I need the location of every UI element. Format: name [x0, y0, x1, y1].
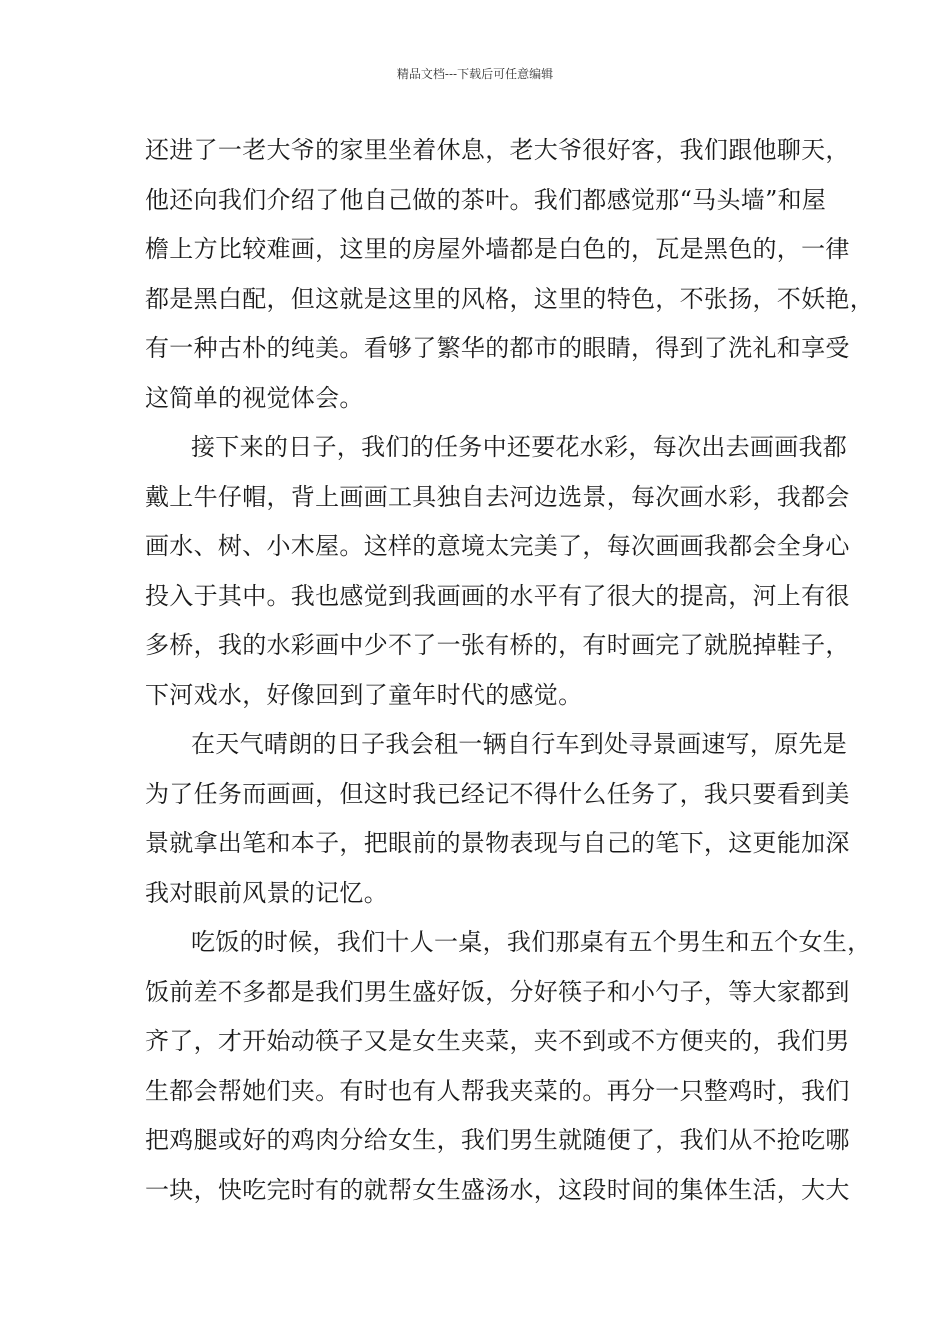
text-line: 画水、树、小木屋。这样的意境太完美了，每次画画我都会全身心 [145, 532, 850, 560]
text-line: 饭前差不多都是我们男生盛好饭，分好筷子和小勺子，等大家都到 [145, 977, 850, 1006]
text-line: 戴上牛仔帽，背上画画工具独自去河边选景，每次画水彩，我都会 [145, 482, 850, 511]
text-line: 这简单的视觉体会。 [145, 383, 364, 412]
text-line: 一块，快吃完时有的就帮女生盛汤水，这段时间的集体生活，大大 [145, 1175, 850, 1204]
text-line: 景就拿出笔和本子，把眼前的景物表现与自己的笔下，这更能加深 [145, 829, 850, 857]
document-body [145, 131, 874, 1220]
text-line: 齐了，才开始动筷子又是女生夹菜，夹不到或不方便夹的，我们男 [145, 1027, 850, 1055]
text-line: 下河戏水，好像回到了童年时代的感觉。 [145, 680, 583, 709]
text-line: 多桥，我的水彩画中少不了一张有桥的，有时画完了就脱掉鞋子， [145, 631, 850, 659]
text-line: 我对眼前风景的记忆。 [145, 878, 388, 907]
text-line: 都是黑白配，但这就是这里的风格，这里的特色，不张扬，不妖艳， [145, 284, 874, 313]
text-line: 有一种古朴的纯美。看够了繁华的都市的眼睛，得到了洗礼和享受 [145, 334, 850, 362]
text-line: 檐上方比较难画，这里的房屋外墙都是白色的，瓦是黑色的，一律 [145, 235, 850, 263]
text-line: 还进了一老大爷的家里坐着休息，老大爷很好客，我们跟他聊天， [145, 136, 850, 164]
text-line: 为了任务而画画，但这时我已经记不得什么任务了，我只要看到美 [145, 779, 850, 808]
text-line: 他还向我们介绍了他自己做的茶叶。我们都感觉那“马头墙”和屋 [145, 185, 827, 214]
page-header: 精品文档---下载后可任意编辑 [396, 67, 554, 81]
text-line: 把鸡腿或好的鸡肉分给女生，我们男生就随便了，我们从不抢吃哪 [145, 1126, 850, 1154]
paragraph-start-line: 接下来的日子，我们的任务中还要花水彩，每次出去画画我都 [191, 433, 848, 461]
paragraph-start-line: 吃饭的时候，我们十人一桌，我们那桌有五个男生和五个女生， [191, 928, 872, 956]
text-line: 投入于其中。我也感觉到我画画的水平有了很大的提高，河上有很 [145, 581, 850, 610]
text-line: 生都会帮她们夹。有时也有人帮我夹菜的。再分一只整鸡时，我们 [145, 1076, 850, 1105]
paragraph-start-line: 在天气晴朗的日子我会租一辆自行车到处寻景画速写，原先是 [191, 730, 848, 758]
